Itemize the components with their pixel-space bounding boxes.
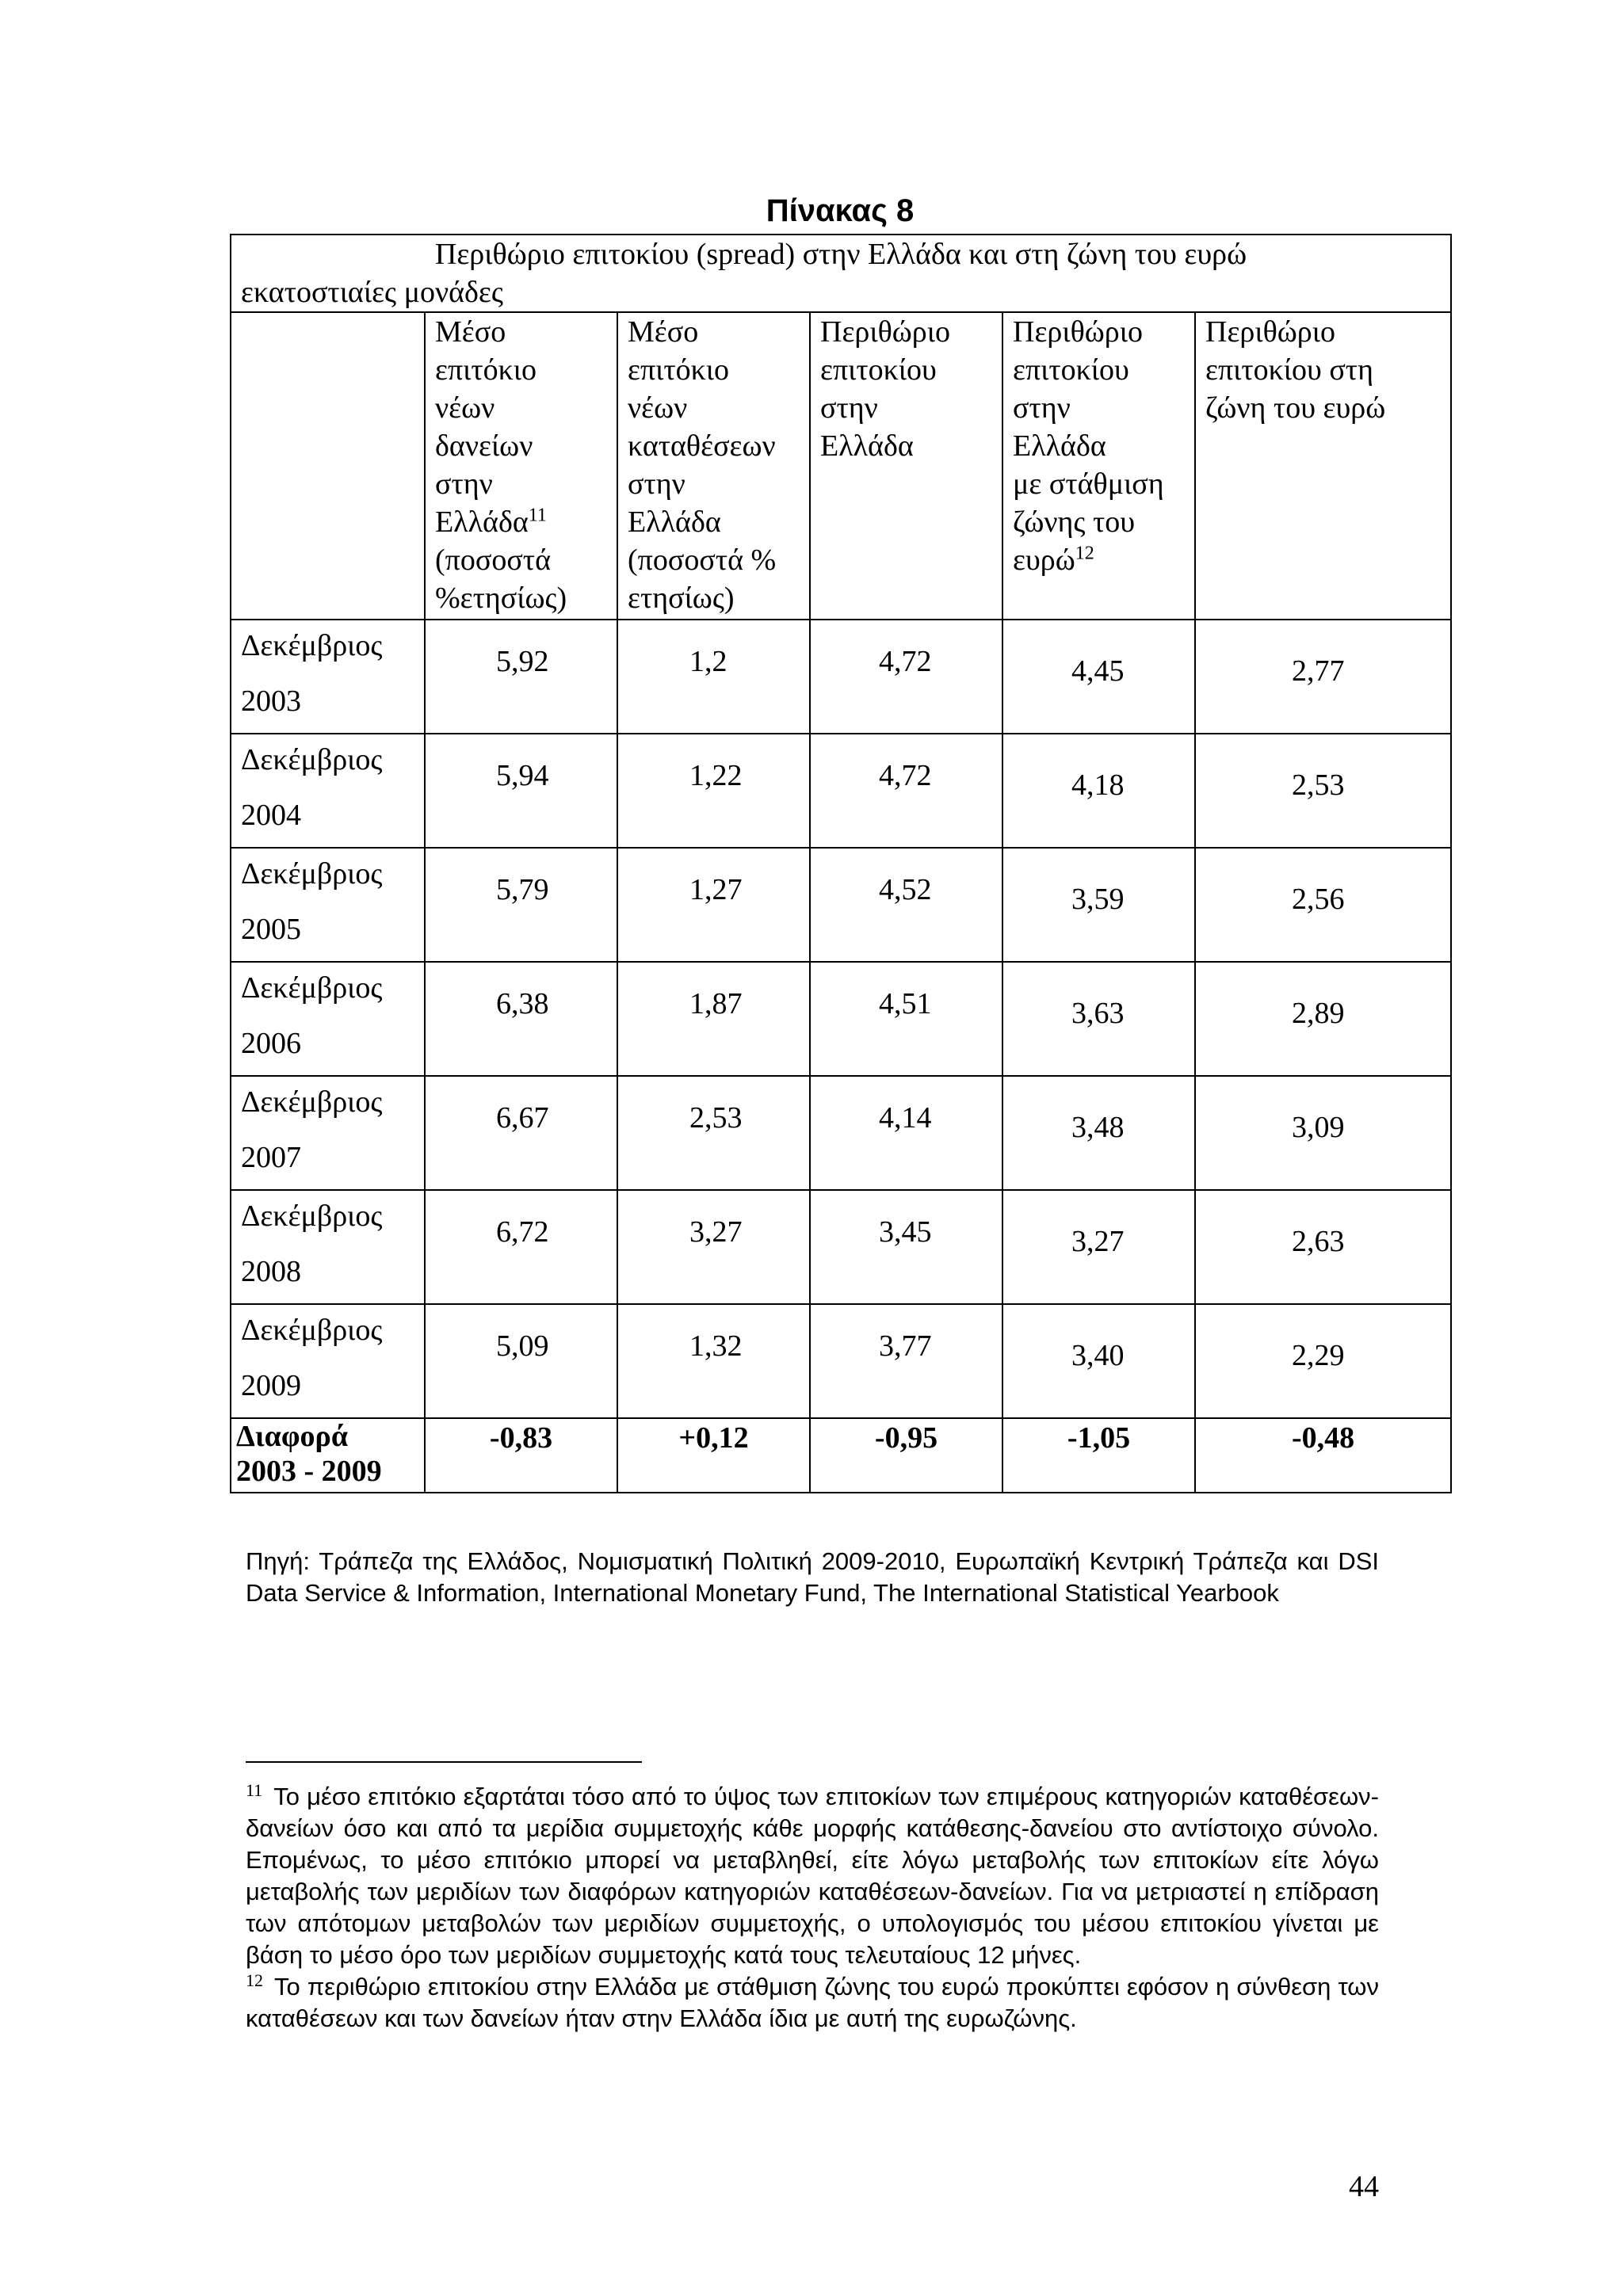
table-value: 4,14 bbox=[879, 1101, 932, 1135]
column-header-line: στην bbox=[820, 391, 878, 425]
difference-value: +0,12 bbox=[617, 1418, 810, 1493]
row-year: 2008 bbox=[241, 1255, 301, 1288]
footnote-ref-11: 11 bbox=[528, 505, 547, 526]
table-value: 2,77 bbox=[1292, 654, 1345, 688]
row-year: 2005 bbox=[241, 913, 301, 946]
table-value: 2,29 bbox=[1292, 1339, 1345, 1372]
table-value: 3,09 bbox=[1292, 1111, 1345, 1144]
table-value: 6,38 bbox=[496, 987, 549, 1020]
value-cell bbox=[1002, 1190, 1195, 1304]
table-value: 1,87 bbox=[689, 987, 743, 1020]
table-row bbox=[231, 962, 1451, 1076]
table-value: 6,67 bbox=[496, 1101, 549, 1135]
value-cell bbox=[617, 734, 810, 848]
value-cell bbox=[1002, 962, 1195, 1076]
table-caption-line2: εκατοστιαίες μονάδες bbox=[241, 276, 503, 309]
difference-value: -1,05 bbox=[1002, 1418, 1195, 1493]
column-header-line: ζώνη του ευρώ bbox=[1205, 391, 1386, 425]
column-header-line: Περιθώριο bbox=[1205, 315, 1335, 349]
page-number: 44 bbox=[1349, 2170, 1379, 2203]
interest-spread-table bbox=[230, 234, 1452, 1493]
value-cell bbox=[810, 1304, 1002, 1418]
row-year: 2007 bbox=[241, 1141, 301, 1174]
table-value: 4,72 bbox=[879, 645, 932, 678]
table-value: 3,40 bbox=[1071, 1339, 1125, 1372]
column-header-line: Περιθώριο bbox=[820, 315, 950, 349]
value-cell bbox=[1195, 848, 1451, 962]
row-month: Δεκέμβριος bbox=[241, 1199, 383, 1233]
difference-value: -0,95 bbox=[810, 1418, 1002, 1493]
table-value: 1,27 bbox=[689, 873, 743, 906]
value-cell bbox=[1002, 734, 1195, 848]
row-month: Δεκέμβριος bbox=[241, 971, 383, 1005]
difference-value: -0,83 bbox=[425, 1418, 617, 1493]
table-value: 4,45 bbox=[1071, 654, 1125, 688]
table-value: 4,18 bbox=[1071, 769, 1125, 802]
footnotes bbox=[246, 1781, 1379, 2035]
value-cell bbox=[617, 1190, 810, 1304]
table-value: 5,92 bbox=[496, 645, 549, 678]
value-cell bbox=[617, 1304, 810, 1418]
difference-row bbox=[231, 1418, 1451, 1493]
value-cell bbox=[617, 1076, 810, 1190]
footnote-text: Το μέσο επιτόκιο εξαρτάται τόσο από το ύψος των επιτοκίων των επιμέρους κατηγοριών καταθέσεων-δανείων όσο και από τα μερίδια συμμετοχής κάθε μορφής κατάθεσης-δανείου στο αντίστοιχο σύνολο. Επομένως, το μέσο επιτόκιο μπορεί να μεταβληθεί, είτε λόγω μεταβολής των επιτοκίων είτε λόγω μεταβολής των μεριδίων των διαφόρων κατηγοριών καταθέσεων-δανείων. Για να μετριαστεί η επίδραση των απότομων μεταβολών των μεριδίων συμμετοχής, ο υπολογισμός του μέσου επιτοκίου γίνεται με βάση το μέσο όρο των μεριδίων συμμετοχής κατά τους τελευταίους 12 μήνες. bbox=[246, 1783, 1379, 1969]
row-month: Δεκέμβριος bbox=[241, 857, 383, 891]
column-header-line: νέων bbox=[435, 391, 495, 425]
column-header-2 bbox=[617, 312, 810, 620]
value-cell bbox=[810, 848, 1002, 962]
value-cell bbox=[1195, 734, 1451, 848]
table-value: 3,59 bbox=[1071, 883, 1125, 916]
value-cell bbox=[425, 734, 617, 848]
row-label bbox=[231, 734, 425, 848]
column-header-line: καταθέσεων bbox=[628, 429, 776, 463]
column-header-line: ετησίως) bbox=[628, 582, 735, 615]
column-header-line: επιτοκίου bbox=[1013, 353, 1129, 387]
column-header-3 bbox=[810, 312, 1002, 620]
column-header-line: στην bbox=[1013, 391, 1071, 425]
column-header-line: (ποσοστά % bbox=[628, 543, 777, 577]
table-value: 4,52 bbox=[879, 873, 932, 906]
value-cell bbox=[810, 1076, 1002, 1190]
difference-label-line1: Διαφορά bbox=[236, 1420, 349, 1453]
footnote-text: Το περιθώριο επιτοκίου στην Ελλάδα με στάθμιση ζώνης του ευρώ προκύπτει εφόσον η σύνθεση των καταθέσεων και των δανείων ήταν στην Ελλάδα ίδια με αυτή της ευρωζώνης. bbox=[246, 1973, 1379, 2032]
column-header-line: ευρώ bbox=[1013, 543, 1075, 577]
table-row bbox=[231, 620, 1451, 734]
footnote-number: 11 bbox=[246, 1779, 263, 1800]
header-empty-cell bbox=[231, 312, 425, 620]
value-cell bbox=[617, 848, 810, 962]
row-label bbox=[231, 848, 425, 962]
value-cell bbox=[810, 1190, 1002, 1304]
difference-label-line2: 2003 - 2009 bbox=[236, 1455, 382, 1488]
column-header-line: επιτόκιο bbox=[628, 353, 730, 387]
column-header-line: στην bbox=[628, 467, 685, 501]
row-label bbox=[231, 962, 425, 1076]
value-cell bbox=[1195, 962, 1451, 1076]
source-note: Πηγή: Τράπεζα της Ελλάδος, Νομισματική Πολιτική 2009-2010, Ευρωπαϊκή Κεντρική Τράπεζα και DSI Data Service & Information, International Monetary Fund, The International Statistical Yearbook bbox=[246, 1547, 1379, 1607]
table-value: 4,51 bbox=[879, 987, 932, 1020]
column-header-line: επιτοκίου bbox=[820, 353, 937, 387]
row-year: 2004 bbox=[241, 799, 301, 832]
table-value: 1,22 bbox=[689, 759, 743, 792]
value-cell bbox=[810, 734, 1002, 848]
value-cell bbox=[810, 962, 1002, 1076]
table-value: 5,94 bbox=[496, 759, 549, 792]
column-header-line: Ελλάδα bbox=[820, 429, 914, 463]
footnote-number: 12 bbox=[246, 1970, 263, 1990]
footnote-12 bbox=[246, 1971, 1379, 2035]
column-header-line: Μέσο bbox=[435, 315, 506, 349]
value-cell bbox=[1195, 620, 1451, 734]
row-year: 2006 bbox=[241, 1027, 301, 1060]
value-cell bbox=[810, 620, 1002, 734]
footnote-11 bbox=[246, 1781, 1379, 1971]
table-header-row bbox=[231, 312, 1451, 620]
table-value: 3,27 bbox=[689, 1215, 743, 1249]
column-header-line: Ελλάδα bbox=[628, 505, 721, 539]
column-header-line: %ετησίως) bbox=[435, 582, 567, 615]
column-header-line: νέων bbox=[628, 391, 688, 425]
table-value: 2,53 bbox=[689, 1101, 743, 1135]
table-value: 1,32 bbox=[689, 1329, 743, 1363]
table-value: 3,48 bbox=[1071, 1111, 1125, 1144]
row-label bbox=[231, 620, 425, 734]
row-label bbox=[231, 1076, 425, 1190]
difference-value: -0,48 bbox=[1195, 1418, 1451, 1493]
row-month: Δεκέμβριος bbox=[241, 1085, 383, 1119]
table-value: 2,89 bbox=[1292, 997, 1345, 1030]
column-header-line: Ελλάδα bbox=[435, 505, 529, 539]
column-header-line: επιτοκίου στη bbox=[1205, 353, 1373, 387]
column-header-line: δανείων bbox=[435, 429, 533, 463]
column-header-line: Περιθώριο bbox=[1013, 315, 1143, 349]
value-cell bbox=[425, 1076, 617, 1190]
table-value: 2,53 bbox=[1292, 769, 1345, 802]
column-header-line: επιτόκιο bbox=[435, 353, 537, 387]
table-caption-line1: Περιθώριο επιτοκίου (spread) στην Ελλάδα και στη ζώνη του ευρώ bbox=[434, 238, 1247, 271]
table-value: 3,63 bbox=[1071, 997, 1125, 1030]
table-row bbox=[231, 1190, 1451, 1304]
column-header-line: Μέσο bbox=[628, 315, 699, 349]
row-label bbox=[231, 1190, 425, 1304]
value-cell bbox=[1195, 1076, 1451, 1190]
table-value: 1,2 bbox=[689, 645, 727, 678]
column-header-4 bbox=[1002, 312, 1195, 620]
table-value: 2,63 bbox=[1292, 1225, 1345, 1258]
value-cell bbox=[1195, 1304, 1451, 1418]
table-row bbox=[231, 1076, 1451, 1190]
row-month: Δεκέμβριος bbox=[241, 1314, 383, 1347]
column-header-line: Ελλάδα bbox=[1013, 429, 1106, 463]
value-cell bbox=[425, 848, 617, 962]
row-month: Δεκέμβριος bbox=[241, 629, 383, 662]
value-cell bbox=[425, 962, 617, 1076]
row-label bbox=[231, 1304, 425, 1418]
table-caption bbox=[231, 235, 1451, 312]
value-cell bbox=[425, 1190, 617, 1304]
table-value: 3,27 bbox=[1071, 1225, 1125, 1258]
column-header-1 bbox=[425, 312, 617, 620]
column-header-line: με στάθμιση bbox=[1013, 467, 1164, 501]
table-title: Πίνακας 8 bbox=[766, 193, 915, 228]
value-cell bbox=[1002, 1304, 1195, 1418]
row-year: 2003 bbox=[241, 685, 301, 718]
row-month: Δεκέμβριος bbox=[241, 743, 383, 776]
value-cell bbox=[617, 620, 810, 734]
table-value: 3,45 bbox=[879, 1215, 932, 1249]
table-value: 5,09 bbox=[496, 1329, 549, 1363]
table-value: 4,72 bbox=[879, 759, 932, 792]
table-row bbox=[231, 848, 1451, 962]
table-row bbox=[231, 1304, 1451, 1418]
value-cell bbox=[425, 620, 617, 734]
value-cell bbox=[1195, 1190, 1451, 1304]
value-cell bbox=[617, 962, 810, 1076]
value-cell bbox=[1002, 1076, 1195, 1190]
value-cell bbox=[425, 1304, 617, 1418]
table-value: 3,77 bbox=[879, 1329, 932, 1363]
footnote-separator bbox=[246, 1761, 642, 1763]
column-header-5 bbox=[1195, 312, 1451, 620]
column-header-line: (ποσοστά bbox=[435, 543, 551, 577]
column-header-line: ζώνης του bbox=[1013, 505, 1136, 539]
value-cell bbox=[1002, 848, 1195, 962]
footnote-ref-12: 12 bbox=[1075, 543, 1094, 564]
table-value: 2,56 bbox=[1292, 883, 1345, 916]
row-year: 2009 bbox=[241, 1369, 301, 1402]
difference-label bbox=[231, 1418, 425, 1493]
table-row bbox=[231, 734, 1451, 848]
column-header-line: στην bbox=[435, 467, 493, 501]
table-caption-row bbox=[231, 235, 1451, 312]
table-value: 5,79 bbox=[496, 873, 549, 906]
table-value: 6,72 bbox=[496, 1215, 549, 1249]
value-cell bbox=[1002, 620, 1195, 734]
